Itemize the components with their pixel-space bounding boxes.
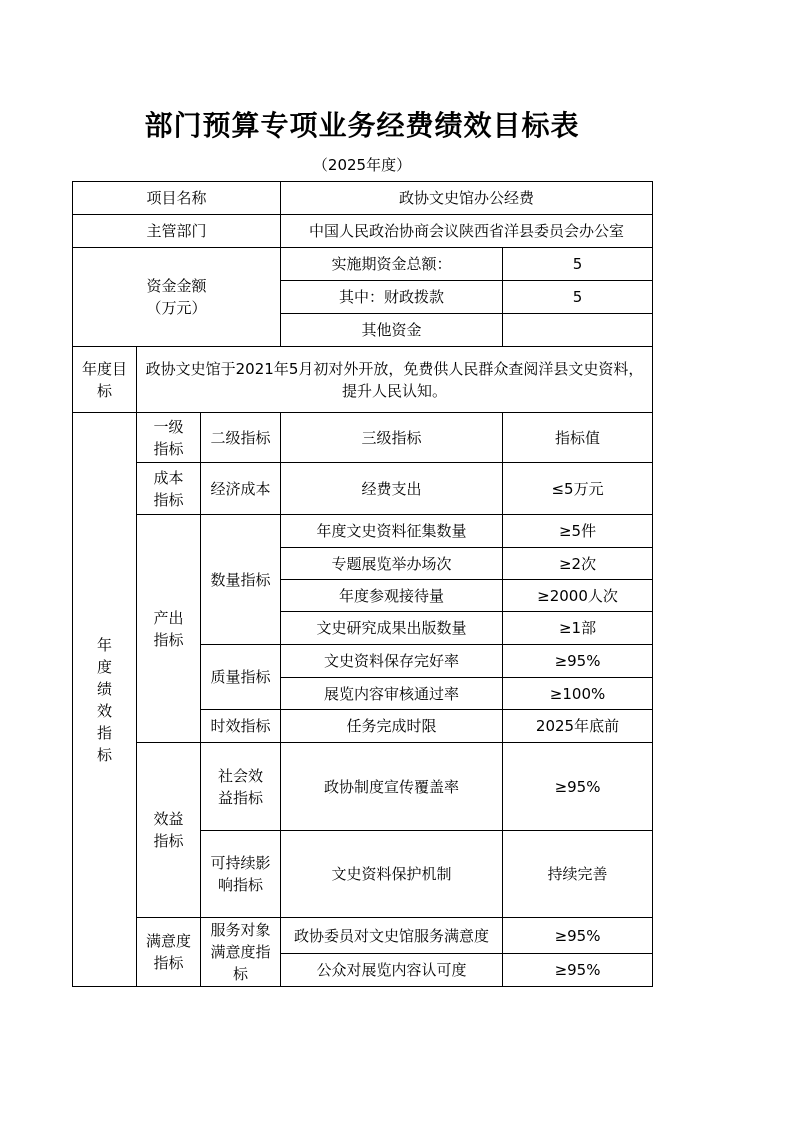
quality-level2: 质量指标 <box>201 645 281 710</box>
quantity-value-3: ≥2000人次 <box>503 580 653 612</box>
satisfaction-level3-2: 公众对展览内容认可度 <box>281 954 503 987</box>
sustain-value: 持续完善 <box>503 831 653 918</box>
output-quantity-row-1 <box>73 515 653 548</box>
sustain-level3: 文史资料保护机制 <box>281 831 503 918</box>
social-value: ≥95% <box>503 743 653 831</box>
quantity-level3-4: 文史研究成果出版数量 <box>281 612 503 645</box>
goal-text: 政协文史馆于2021年5月初对外开放，免费供人民群众查阅洋县文史资料，提升人民认知。 <box>137 347 653 413</box>
satisfaction-level1: 满意度指标 <box>137 918 201 987</box>
cost-level2: 经济成本 <box>201 463 281 515</box>
goal-label: 年度目标 <box>73 347 137 413</box>
output-level1: 产出指标 <box>137 515 201 743</box>
cost-level1: 成本指标 <box>137 463 201 515</box>
indicator-section-label: 年度绩效指标 <box>73 413 137 987</box>
quality-value-1: ≥95% <box>503 645 653 678</box>
funds-total-label: 实施期资金总额： <box>281 248 503 281</box>
funds-fiscal-label: 其中：财政拨款 <box>281 281 503 314</box>
indicator-header-row <box>73 413 653 463</box>
social-level2: 社会效益指标 <box>201 743 281 831</box>
cost-value: ≤5万元 <box>503 463 653 515</box>
quantity-value-1: ≥5件 <box>503 515 653 548</box>
header-level2: 二级指标 <box>201 413 281 463</box>
header-level1: 一级指标 <box>137 413 201 463</box>
header-level3: 三级指标 <box>281 413 503 463</box>
department-value: 中国人民政治协商会议陕西省洋县委员会办公室 <box>281 215 653 248</box>
funds-other-value <box>503 314 653 347</box>
social-level3: 政协制度宣传覆盖率 <box>281 743 503 831</box>
cost-row <box>73 463 653 515</box>
goal-row <box>73 347 653 413</box>
page-title: 部门预算专项业务经费绩效目标表 <box>144 109 580 142</box>
timeliness-level3: 任务完成时限 <box>281 710 503 743</box>
project-row <box>73 182 653 215</box>
funds-label-cell <box>73 248 281 347</box>
header-value: 指标值 <box>503 413 653 463</box>
funds-total-row <box>73 248 653 281</box>
timeliness-value: 2025年底前 <box>503 710 653 743</box>
quantity-value-2: ≥2次 <box>503 548 653 580</box>
satisfaction-value-1: ≥95% <box>503 918 653 954</box>
quantity-level3-3: 年度参观接待量 <box>281 580 503 612</box>
department-label: 主管部门 <box>73 215 281 248</box>
quality-level3-1: 文史资料保存完好率 <box>281 645 503 678</box>
department-row <box>73 215 653 248</box>
funds-label: 资金金额 <box>146 277 207 295</box>
quality-level3-2: 展览内容审核通过率 <box>281 678 503 710</box>
quantity-level2: 数量指标 <box>201 515 281 645</box>
funds-unit: （万元） <box>146 299 207 317</box>
page-subtitle: （2025年度） <box>312 156 412 174</box>
funds-fiscal-value: 5 <box>503 281 653 314</box>
sustain-level2: 可持续影响指标 <box>201 831 281 918</box>
satisfaction-level2: 服务对象满意度指标 <box>201 918 281 987</box>
benefit-social-row <box>73 743 653 831</box>
timeliness-level2: 时效指标 <box>201 710 281 743</box>
satisfaction-row-1 <box>73 918 653 954</box>
cost-level3: 经费支出 <box>281 463 503 515</box>
funds-total-value: 5 <box>503 248 653 281</box>
project-value: 政协文史馆办公经费 <box>281 182 653 215</box>
quantity-value-4: ≥1部 <box>503 612 653 645</box>
benefit-level1: 效益指标 <box>137 743 201 918</box>
quantity-level3-1: 年度文史资料征集数量 <box>281 515 503 548</box>
quantity-level3-2: 专题展览举办场次 <box>281 548 503 580</box>
project-label: 项目名称 <box>73 182 281 215</box>
funds-other-label: 其他资金 <box>281 314 503 347</box>
satisfaction-level3-1: 政协委员对文史馆服务满意度 <box>281 918 503 954</box>
satisfaction-value-2: ≥95% <box>503 954 653 987</box>
performance-table <box>72 181 653 987</box>
quality-value-2: ≥100% <box>503 678 653 710</box>
